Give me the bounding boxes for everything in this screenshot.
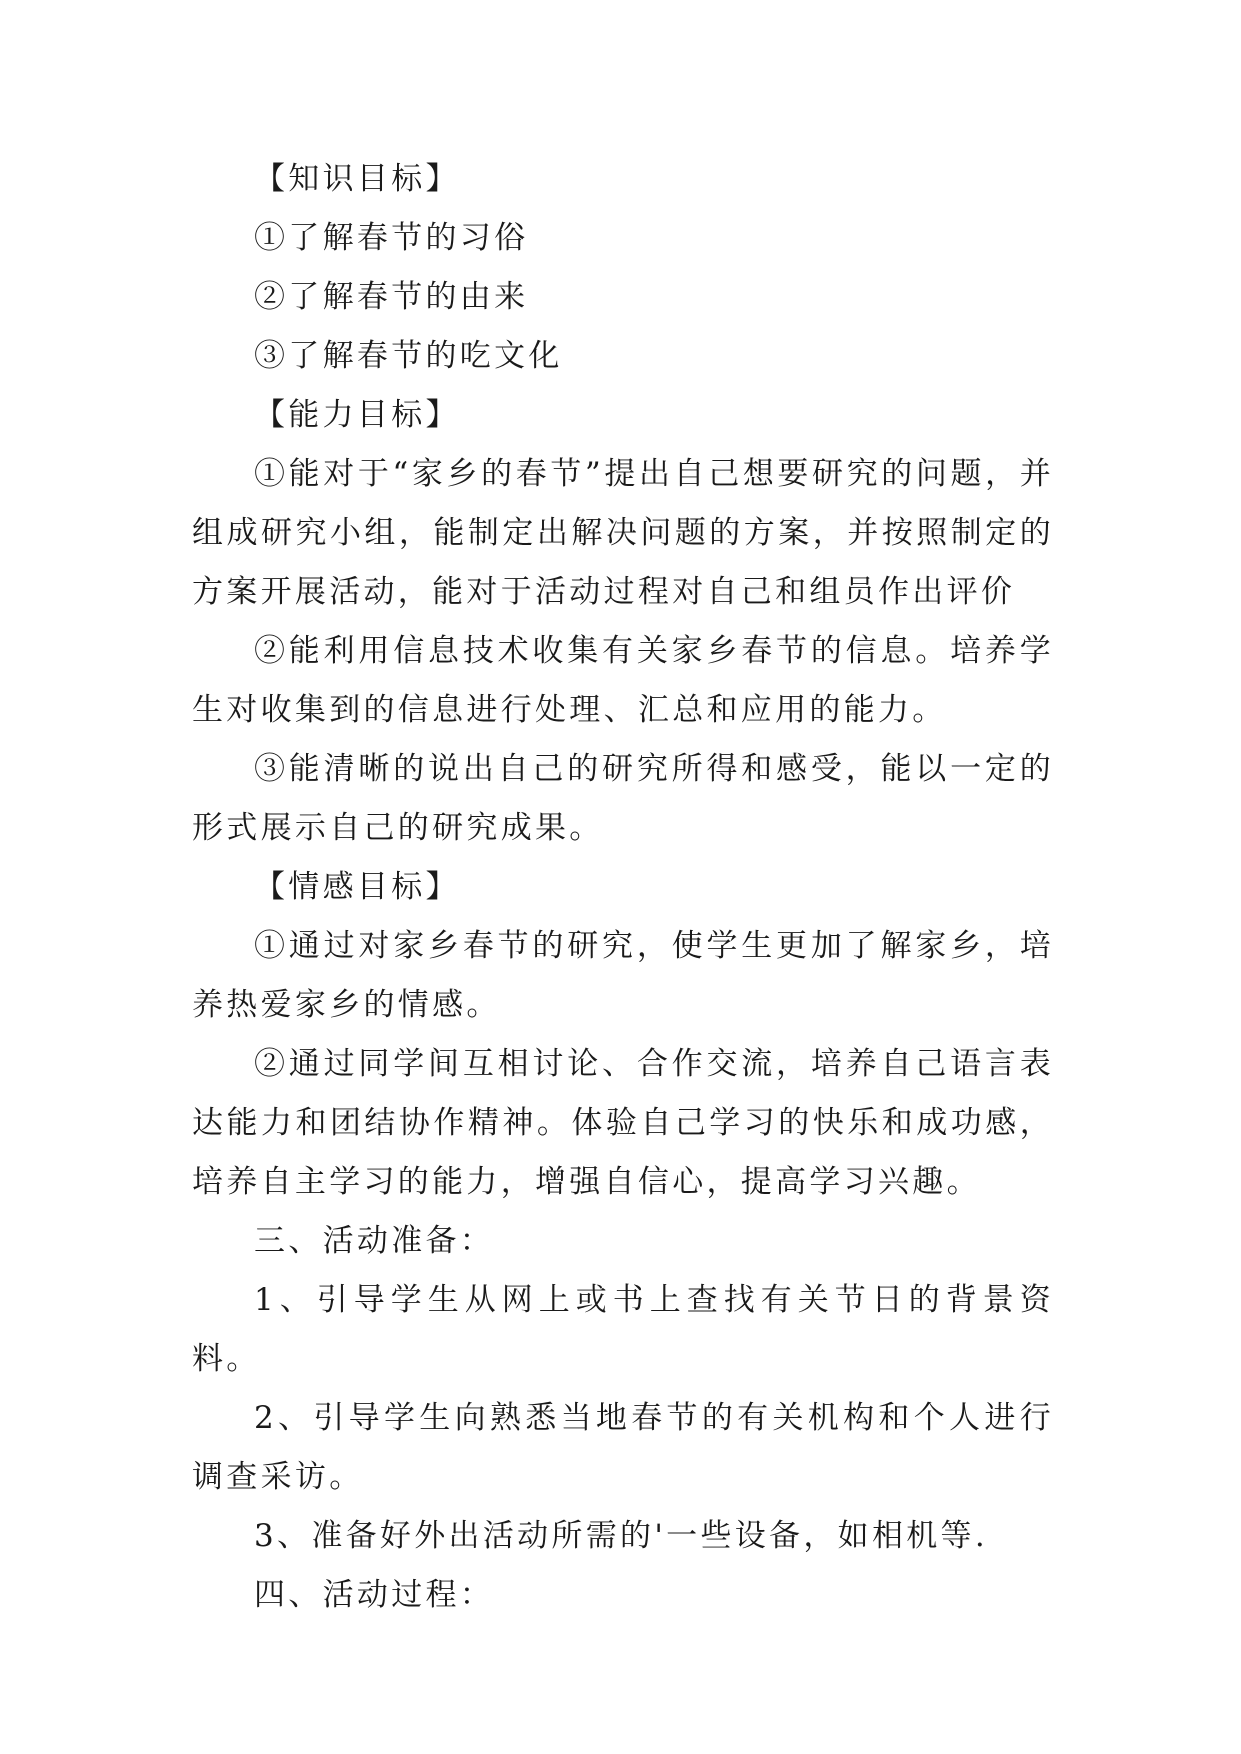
heading-knowledge-goals: 【知识目标】 [254, 161, 460, 197]
preparation-item-3: 3、准备好外出活动所需的'一些设备，如相机等. [254, 1518, 988, 1554]
document-body [192, 150, 1054, 1625]
preparation-item-2: 2、引导学生向熟悉当地春节的有关机构和个人进行调查采访。 [192, 1400, 1054, 1495]
emotion-goal-1: ①通过对家乡春节的研究，使学生更加了解家乡，培养热爱家乡的情感。 [192, 928, 1054, 1023]
heading-ability-goals: 【能力目标】 [254, 397, 460, 433]
section-activity-process: 四、活动过程： [254, 1577, 495, 1613]
ability-goal-2: ②能利用信息技术收集有关家乡春节的信息。培养学生对收集到的信息进行处理、汇总和应用的能力。 [192, 633, 1054, 728]
knowledge-goal-1: ①了解春节的习俗 [254, 220, 529, 256]
ability-goal-3: ③能清晰的说出自己的研究所得和感受，能以一定的形式展示自己的研究成果。 [192, 751, 1054, 846]
preparation-item-1: 1、引导学生从网上或书上查找有关节日的背景资料。 [192, 1282, 1054, 1377]
knowledge-goal-3: ③了解春节的吃文化 [254, 338, 563, 374]
emotion-goal-2: ②通过同学间互相讨论、合作交流，培养自己语言表达能力和团结协作精神。体验自己学习的快乐和成功感，培养自主学习的能力，增强自信心，提高学习兴趣。 [192, 1046, 1054, 1200]
ability-goal-1: ①能对于“家乡的春节”提出自己想要研究的问题，并组成研究小组，能制定出解决问题的方案，并按照制定的方案开展活动，能对于活动过程对自己和组员作出评价 [192, 456, 1054, 610]
heading-emotion-goals: 【情感目标】 [254, 869, 460, 905]
section-activity-preparation: 三、活动准备： [254, 1223, 495, 1259]
knowledge-goal-2: ②了解春节的由来 [254, 279, 529, 315]
